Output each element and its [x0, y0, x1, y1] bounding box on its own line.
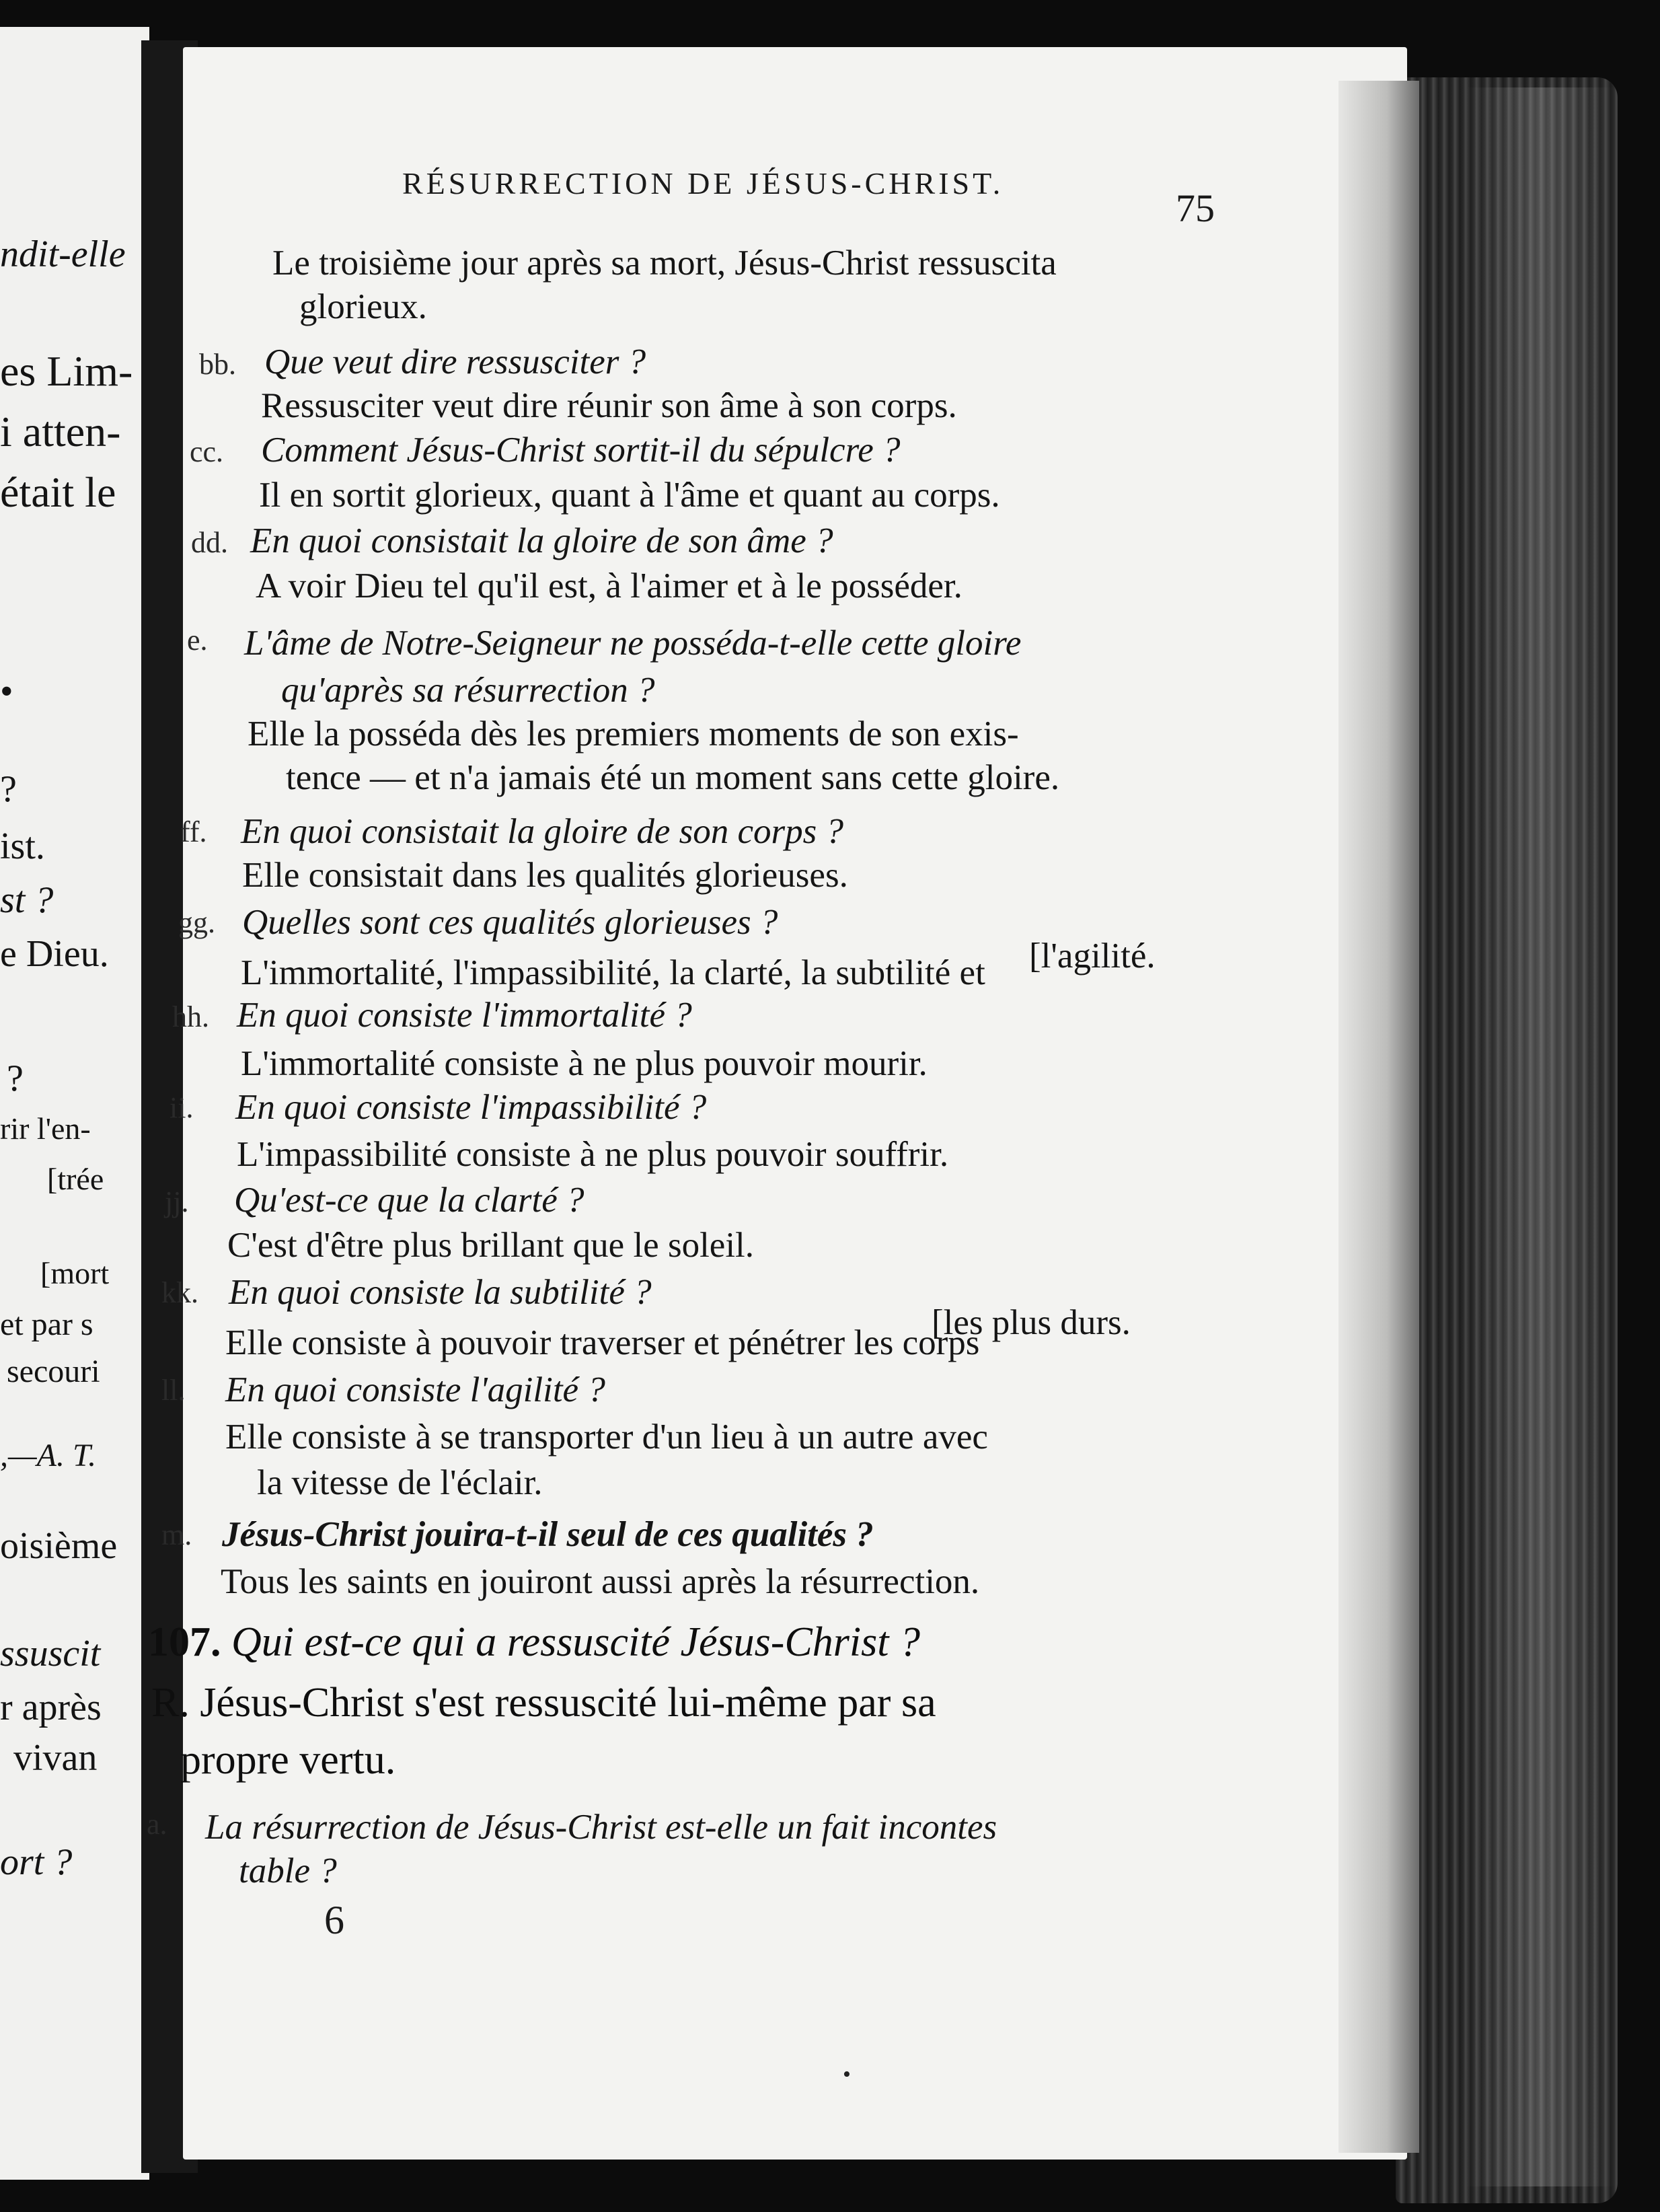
left-fragment: ssuscit [0, 1633, 101, 1674]
signature-mark: 6 [324, 1898, 344, 1942]
answer-line: A voir Dieu tel qu'il est, à l'aimer et à le posséder. [256, 566, 963, 605]
question-label: jj. [165, 1185, 189, 1218]
question-line: Quelles sont ces qualités glorieuses ? [242, 903, 778, 942]
answer-line: L'immortalité consiste à ne plus pouvoir mourir. [241, 1044, 928, 1083]
answer-line: Il en sortit glorieux, quant à l'âme et quant au corps. [259, 476, 1000, 515]
answer-overflow: [l'agilité. [1029, 936, 1156, 975]
left-fragment: [trée [47, 1162, 104, 1196]
left-fragment: [mort [40, 1256, 110, 1290]
question-line: qu'après sa résurrection ? [281, 671, 655, 710]
question-number: 107. [148, 1619, 221, 1665]
question-line: En quoi consiste l'immortalité ? [237, 996, 692, 1035]
left-fragment: et par s [0, 1306, 93, 1342]
question-line: En quoi consiste la subtilité ? [229, 1273, 652, 1312]
answer-107-line1: R. Jésus-Christ s'est ressuscité lui-même par sa [151, 1680, 936, 1726]
question-label: cc. [190, 435, 224, 468]
question-107 [148, 1621, 920, 1663]
answer-line: glorieux. [299, 287, 427, 326]
left-fragment: r après [0, 1687, 102, 1728]
question-line: En quoi consiste l'impassibilité ? [235, 1088, 707, 1127]
question-label: ll. [161, 1374, 186, 1407]
left-fragment: oisième [0, 1525, 118, 1567]
answer-overflow: [les plus durs. [932, 1303, 1131, 1342]
answer-line: Le troisième jour après sa mort, Jésus-Christ ressuscita [272, 244, 1057, 283]
left-fragment: ? [7, 1058, 24, 1099]
left-fragment: i atten- [0, 408, 121, 455]
question-line: Qu'est-ce que la clarté ? [234, 1181, 584, 1220]
footer-bullet: • [843, 2062, 851, 2087]
left-fragment: vivan [13, 1737, 98, 1779]
left-fragment: ,—A. T. [0, 1438, 97, 1473]
question-line: La résurrection de Jésus-Christ est-elle un fait incontes [205, 1808, 997, 1847]
question-label: hh. [172, 1000, 209, 1033]
question-line: table ? [239, 1851, 337, 1890]
question-line: Jésus-Christ jouira-t-il seul de ces qualités ? [222, 1515, 874, 1554]
answer-line: L'immortalité, l'impassibilité, la clarté, la subtilité et [241, 953, 985, 992]
left-fragment: ? [0, 768, 17, 810]
left-fragment: • [0, 671, 13, 712]
answer-line: tence — et n'a jamais été un moment sans cette gloire. [286, 758, 1060, 797]
question-label: gg. [178, 906, 215, 939]
question-label: kk. [161, 1276, 198, 1309]
question-label: dd. [191, 526, 228, 559]
question-line: En quoi consistait la gloire de son corps ? [241, 812, 844, 851]
answer-line: Elle consistait dans les qualités glorieuses. [242, 856, 848, 895]
left-fragment: st ? [0, 879, 54, 921]
question-label: e. [187, 624, 208, 657]
answer-line: C'est d'être plus brillant que le soleil. [227, 1226, 755, 1265]
question-107-text: Qui est-ce qui a ressuscité Jésus-Christ ? [231, 1619, 920, 1665]
answer-line: Elle consiste à pouvoir traverser et pénétrer les corps [225, 1323, 980, 1362]
question-label: ff. [180, 815, 207, 848]
question-line: Comment Jésus-Christ sortit-il du sépulcre ? [261, 431, 901, 470]
answer-line: Elle consiste à se transporter d'un lieu à un autre avec [225, 1417, 988, 1457]
question-label: a. [147, 1808, 167, 1841]
question-line: En quoi consiste l'agilité ? [225, 1370, 605, 1409]
answer-line: Tous les saints en jouiront aussi après la résurrection. [221, 1562, 980, 1601]
left-fragment: ndit-elle [0, 233, 126, 275]
answer-line: L'impassibilité consiste à ne plus pouvoir souffrir. [237, 1135, 949, 1174]
question-label: bb. [199, 348, 236, 381]
question-label: ii. [169, 1091, 194, 1124]
answer-line: Elle la posséda dès les premiers moments de son exis- [248, 714, 1019, 753]
left-fragment: rir l'en- [0, 1111, 91, 1146]
answer-107-line2: propre vertu. [180, 1737, 396, 1783]
question-line: L'âme de Notre-Seigneur ne posséda-t-elle cette gloire [244, 624, 1022, 663]
left-fragment: e Dieu. [0, 933, 109, 975]
answer-line: la vitesse de l'éclair. [257, 1463, 543, 1502]
left-fragment: es Lim- [0, 347, 133, 395]
left-fragment: ort ? [0, 1841, 73, 1883]
left-fragment: secouri [7, 1354, 100, 1389]
question-line: En quoi consistait la gloire de son âme ? [250, 521, 833, 560]
question-label: m. [161, 1518, 192, 1551]
running-head: RÉSURRECTION DE JÉSUS-CHRIST. [402, 166, 1004, 200]
page-number: 75 [1176, 186, 1215, 230]
question-line: Que veut dire ressusciter ? [264, 342, 646, 381]
left-fragment: était le [0, 468, 116, 516]
answer-line: Ressusciter veut dire réunir son âme à son corps. [261, 386, 957, 425]
left-fragment: ist. [0, 825, 45, 867]
